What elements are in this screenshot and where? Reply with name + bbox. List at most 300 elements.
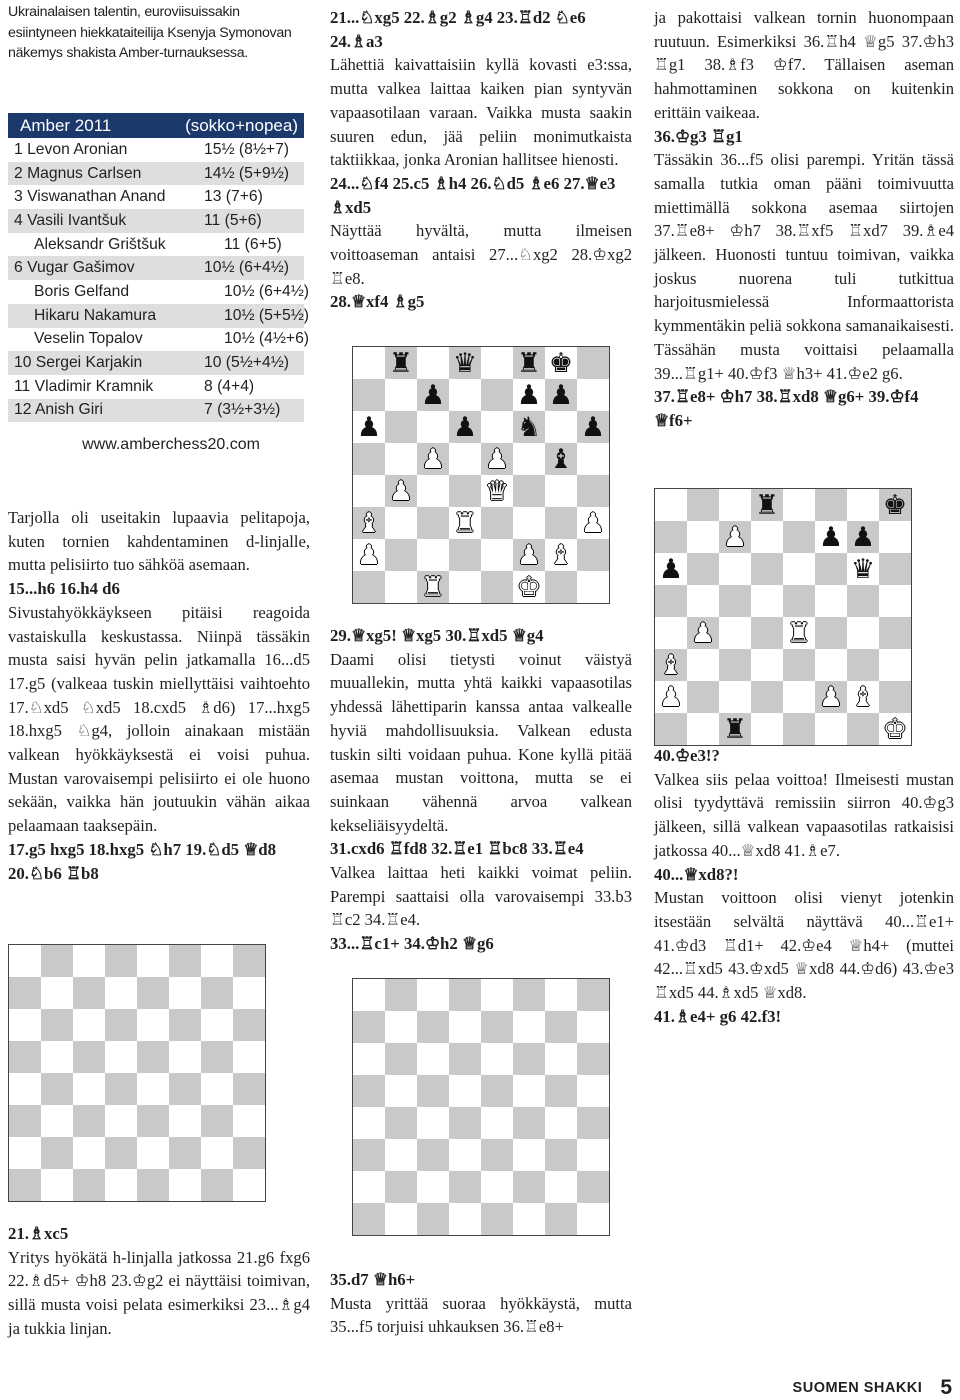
- board-square: [385, 1011, 417, 1043]
- board-square: [449, 1139, 481, 1171]
- black-knight-icon: ♞: [513, 411, 545, 443]
- board-square: [417, 1011, 449, 1043]
- board-square: [879, 553, 911, 585]
- paragraph: Mustan voittoon olisi vienyt jotenkin itsestään selvältä näyttävä 40...♖e1+ 41.♔d3 ♖d1+ 42.♔e4 ♕h4+ (muttei 42...♖xd5 43.♔xd5 ♕xd8 44.♔d6) 43.♔e3 ♖xd5 44.♗xd5 ♕xd8.: [654, 888, 954, 1003]
- board-square: [481, 539, 513, 571]
- board-square: [545, 1075, 577, 1107]
- black-pawn-icon: ♟: [353, 411, 385, 443]
- board-square: [577, 1203, 609, 1235]
- board-square: [169, 945, 201, 977]
- board-square: [687, 649, 719, 681]
- board-square: [201, 1009, 233, 1041]
- board-square: [417, 1171, 449, 1203]
- white-pawn-icon: ♟: [417, 443, 449, 475]
- board-square: [815, 553, 847, 585]
- paragraph: Yritys hyökätä h-linjalla jatkossa 21.g6 fxg6 22.♗d5+ ♔h8 23.♔g2 ei näyttäisi toimivan, sillä musta voisi pelata esimerkiksi 23...♗g4 ja tukkia linjan.: [8, 1247, 310, 1338]
- board-square: [783, 553, 815, 585]
- white-king-icon: ♚: [879, 713, 911, 745]
- board-square: [481, 1043, 513, 1075]
- white-pawn-icon: ♟: [513, 539, 545, 571]
- white-pawn-icon: ♟: [481, 443, 513, 475]
- white-bishop-icon: ♝: [353, 507, 385, 539]
- black-rook-icon: ♜: [385, 347, 417, 379]
- board-square: [41, 1169, 73, 1201]
- black-rook-icon: ♜: [719, 713, 751, 745]
- board-square: [169, 1041, 201, 1073]
- board-square: [687, 585, 719, 617]
- move-line: 40...♕xd8?!: [654, 864, 739, 884]
- board-square: [847, 713, 879, 745]
- board-square: [783, 713, 815, 745]
- board-square: [719, 489, 751, 521]
- board-square: [687, 489, 719, 521]
- standings-row: [8, 280, 310, 304]
- board-square: [105, 1169, 137, 1201]
- player-name: Hikaru Nakamura: [34, 306, 157, 324]
- move-line: 40.♔e3!?: [654, 746, 720, 765]
- standings-url: www.amberchess20.com: [82, 436, 260, 454]
- standings-row: [8, 209, 304, 233]
- black-pawn-icon: ♟: [815, 521, 847, 553]
- board-square: [513, 1075, 545, 1107]
- board-square: [751, 681, 783, 713]
- board-square: [137, 1105, 169, 1137]
- board-square: [449, 1107, 481, 1139]
- board-square: [719, 617, 751, 649]
- board-square: [449, 1203, 481, 1235]
- board-square: [879, 681, 911, 713]
- board-square: [385, 1171, 417, 1203]
- board-square: [545, 1043, 577, 1075]
- black-queen-icon: ♛: [449, 347, 481, 379]
- move-line: 41.♗e4+ g6 42.f3!: [654, 1006, 782, 1026]
- board-square: [105, 945, 137, 977]
- column-3-top: [654, 6, 954, 433]
- board-square: [105, 977, 137, 1009]
- board-square: [655, 617, 687, 649]
- board-square: [481, 1139, 513, 1171]
- board-square: [687, 521, 719, 553]
- white-pawn-icon: ♟: [385, 475, 417, 507]
- board-square: [577, 539, 609, 571]
- board-square: [513, 443, 545, 475]
- board-square: [847, 649, 879, 681]
- board-square: [9, 1105, 41, 1137]
- board-square: [137, 1009, 169, 1041]
- board-square: [751, 553, 783, 585]
- board-square: [201, 1105, 233, 1137]
- board-square: [687, 681, 719, 713]
- player-name: 2 Magnus Carlsen: [14, 164, 142, 182]
- board-square: [9, 1041, 41, 1073]
- player-score: 14½ (5+9½): [204, 164, 290, 182]
- board-square: [449, 571, 481, 603]
- board-square: [353, 1203, 385, 1235]
- move-line: 29.♕xg5! ♕xg5 30.♖xd5 ♕g4: [330, 626, 544, 645]
- board-square: [449, 379, 481, 411]
- board-square: [481, 347, 513, 379]
- board-square: [41, 1105, 73, 1137]
- board-square: [233, 945, 265, 977]
- paragraph: Sivustahyökkäykseen pitäisi reagoida vastaiskulla keskustassa. Niinpä tässäkin musta saisi hyvän pelin jatkamalla 16...d5 17.g5 (valkeaa tuskin miellyttäisi vaihtoehto 17.♘xd5 ♘xd5 18.cxd5 ♗d6) 17...hxg5 18.hxg5 ♘g4, jolloin ainakaan mistään valkean hyökkäyksestä ei voisi puhua. Mustan varovaisempi pelisiirto ei ole huono sekään, vaikka hän joutuukin vähän aikaa pelaamaan taaksepäin.: [8, 602, 310, 836]
- board-square: [137, 1169, 169, 1201]
- player-score: 11 (5+6): [204, 211, 262, 229]
- black-bishop-icon: ♝: [545, 443, 577, 475]
- board-square: [233, 1073, 265, 1105]
- board-square: [41, 977, 73, 1009]
- board-square: [417, 507, 449, 539]
- move-line: 24...♘f4 25.c5 ♗h4 26.♘d5 ♗e6 27.♕e3 ♗xd5: [330, 173, 616, 217]
- board-square: [353, 1139, 385, 1171]
- board-square: [353, 1075, 385, 1107]
- black-pawn-icon: ♟: [577, 411, 609, 443]
- board-square: [353, 1107, 385, 1139]
- board-square: [73, 945, 105, 977]
- column-2-top: [330, 6, 632, 314]
- board-square: [513, 475, 545, 507]
- board-square: [783, 585, 815, 617]
- photo-caption: Ukrainalaisen talentin, euroviisuissakin esiintyneen hiekkataiteilija Ksenyja Symonovan näkemys shakista Amber-turnauksessa.: [8, 4, 292, 61]
- board-square: [169, 1009, 201, 1041]
- player-name: Boris Gelfand: [34, 282, 130, 300]
- board-square: [513, 1011, 545, 1043]
- black-queen-icon: ♛: [847, 553, 879, 585]
- black-pawn-icon: ♟: [449, 411, 481, 443]
- board-square: [481, 1011, 513, 1043]
- board-square: [655, 489, 687, 521]
- board-square: [719, 585, 751, 617]
- board-square: [751, 617, 783, 649]
- move-line: 33...♖c1+ 34.♔h2 ♕g6: [330, 934, 494, 954]
- board-square: [233, 977, 265, 1009]
- board-square: [879, 617, 911, 649]
- board-square: [449, 475, 481, 507]
- board-square: [417, 539, 449, 571]
- board-square: [449, 1043, 481, 1075]
- white-pawn-icon: ♟: [655, 681, 687, 713]
- move-line: 31.cxd6 ♖fd8 32.♖e1 ♖bc8 33.♖e4: [330, 839, 584, 859]
- board-square: [577, 1043, 609, 1075]
- board-square: [201, 945, 233, 977]
- move-line: 15...h6 16.h4 d6: [8, 579, 120, 599]
- board-square: [751, 649, 783, 681]
- board-square: [577, 979, 609, 1011]
- board-square: [417, 1107, 449, 1139]
- board-square: [385, 1107, 417, 1139]
- board-square: [385, 571, 417, 603]
- board-square: [9, 1169, 41, 1201]
- player-name: 12 Anish Giri: [14, 401, 103, 419]
- move-line: 36.♔g3 ♖g1: [654, 126, 743, 146]
- board-square: [481, 1203, 513, 1235]
- board-square: [783, 649, 815, 681]
- column-3-bottom: [654, 744, 954, 1028]
- white-bishop-icon: ♝: [847, 681, 879, 713]
- page-footer: [793, 1370, 952, 1400]
- board-square: [545, 979, 577, 1011]
- black-pawn-icon: ♟: [417, 379, 449, 411]
- board-square: [449, 1171, 481, 1203]
- board-square: [513, 1043, 545, 1075]
- board-2: [352, 346, 610, 604]
- board-square: [655, 713, 687, 745]
- board-square: [353, 979, 385, 1011]
- board-square: [513, 1171, 545, 1203]
- board-square: [815, 585, 847, 617]
- board-square: [481, 571, 513, 603]
- standings-row: [8, 138, 304, 162]
- move-line: 17.g5 hxg5 18.hxg5 ♘h7 19.♘d5 ♕d8 20.♘b6 ♖b8: [8, 839, 277, 883]
- board-square: [353, 379, 385, 411]
- player-name: 3 Viswanathan Anand: [14, 188, 166, 206]
- board-square: [353, 443, 385, 475]
- standings-row: [8, 304, 310, 328]
- board-square: [879, 521, 911, 553]
- standings-table: [8, 113, 310, 454]
- board-square: [233, 1105, 265, 1137]
- board-square: [577, 1139, 609, 1171]
- board-square: [481, 411, 513, 443]
- column-2-middle: [330, 624, 632, 956]
- board-square: [73, 1105, 105, 1137]
- board-square: [353, 1043, 385, 1075]
- black-pawn-icon: ♟: [847, 521, 879, 553]
- board-square: [137, 1041, 169, 1073]
- move-line: 28.♕xf4 ♗g5: [330, 292, 425, 312]
- board-square: [385, 411, 417, 443]
- black-king-icon: ♚: [879, 489, 911, 521]
- paragraph: Valkea laittaa heti kaikki voimat peliin. Parempi saattaisi olla varovaisempi 33.b3 ♖c2 34.♖e4.: [330, 863, 632, 930]
- board-square: [577, 379, 609, 411]
- board-square: [655, 521, 687, 553]
- white-king-icon: ♚: [513, 571, 545, 603]
- board-square: [481, 979, 513, 1011]
- board-square: [137, 1073, 169, 1105]
- player-score: 15½ (8½+7): [204, 140, 290, 158]
- board-square: [105, 1073, 137, 1105]
- board-square: [9, 977, 41, 1009]
- board-square: [385, 1203, 417, 1235]
- board-square: [9, 945, 41, 977]
- white-rook-icon: ♜: [417, 571, 449, 603]
- board-square: [481, 507, 513, 539]
- board-square: [815, 617, 847, 649]
- board-square: [577, 443, 609, 475]
- board-square: [417, 1043, 449, 1075]
- player-score: 10½ (6+4½): [224, 282, 310, 300]
- board-square: [385, 1075, 417, 1107]
- standings-row: [8, 351, 304, 375]
- move-line: 35.d7 ♕h6+: [330, 1270, 416, 1289]
- board-square: [73, 1009, 105, 1041]
- paragraph: Näyttää hyvältä, mutta ilmeisen voittoaseman antaisi 27...♘xg2 28.♔xg2 ♖e8.: [330, 221, 632, 288]
- board-square: [449, 539, 481, 571]
- board-4: [654, 488, 912, 746]
- player-score: 10½ (4½+6): [224, 330, 310, 348]
- board-square: [577, 475, 609, 507]
- white-pawn-icon: ♟: [577, 507, 609, 539]
- magazine-name: SUOMEN SHAKKI: [792, 1380, 923, 1396]
- board-1: [8, 944, 266, 1202]
- board-square: [655, 585, 687, 617]
- board-square: [169, 1073, 201, 1105]
- board-square: [201, 977, 233, 1009]
- board-square: [815, 489, 847, 521]
- board-square: [481, 1107, 513, 1139]
- white-pawn-icon: ♟: [687, 617, 719, 649]
- board-square: [73, 1041, 105, 1073]
- player-score: 8 (4+4): [204, 377, 255, 395]
- board-square: [385, 443, 417, 475]
- board-square: [481, 379, 513, 411]
- white-pawn-icon: ♟: [815, 681, 847, 713]
- move-line: 21...♘xg5 22.♗g2 ♗g4 23.♖d2 ♘e6 24.♗a3: [330, 8, 586, 51]
- board-square: [449, 1075, 481, 1107]
- board-square: [577, 1171, 609, 1203]
- move-line: 37.♖e8+ ♔h7 38.♖xd8 ♕g6+ 39.♔f4 ♕f6+: [654, 387, 919, 430]
- standings-row: [8, 256, 304, 280]
- paragraph: Tarjolla oli useitakin lupaavia pelitapoja, kuten tornien kahdentaminen d-linjalle, mutta pelisiirto tuo sähköä asemaan.: [8, 508, 310, 575]
- board-square: [449, 443, 481, 475]
- board-square: [847, 489, 879, 521]
- player-score: 7 (3½+3½): [204, 401, 281, 419]
- paragraph: Valkea siis pelaa voittoa! Ilmeisesti mustan olisi tyydyttävä remissiin siirron 40.♔g3 jälkeen, sillä valkean vapaasotilas ratkaisisi jatkossa 40...♕xd8 41.♗e7.: [654, 769, 954, 860]
- board-square: [879, 585, 911, 617]
- board-square: [577, 1107, 609, 1139]
- black-rook-icon: ♜: [513, 347, 545, 379]
- board-square: [353, 1171, 385, 1203]
- column-1-text: [8, 506, 310, 885]
- board-square: [353, 571, 385, 603]
- standings-title: Amber 2011: [20, 115, 112, 135]
- board-square: [385, 1043, 417, 1075]
- board-square: [417, 475, 449, 507]
- board-square: [353, 347, 385, 379]
- paragraph: Musta yrittää suoraa hyökkäystä, mutta 35...f5 torjuisi uhkauksen 36.♖e8+: [330, 1293, 632, 1337]
- board-square: [577, 1075, 609, 1107]
- paragraph: Tässäkin 36...f5 olisi parempi. Yritän tässä samalla tutkia oman pääni toimivuutta miettimällä sokkona asemaa siirtojen 37.♖e8+ ♔h7 38.♖xf5 ♖xd7 39.♗e4 jälkeen. Huonosti tuntuu toimivan, vaikka joskus nuorena tuli tutkittua harjoitusmielessä Informaattorista kymmentäkin peliä sokkona samanaikaisesti. Tässähän musta voittaisi pelaamalla 39...♖g1+ 40.♔f3 ♕h3+ 41.♔e2 g6.: [654, 150, 954, 383]
- board-square: [417, 1075, 449, 1107]
- board-square: [105, 1009, 137, 1041]
- board-square: [879, 649, 911, 681]
- board-square: [417, 411, 449, 443]
- board-square: [513, 1139, 545, 1171]
- board-square: [417, 1139, 449, 1171]
- board-square: [577, 1011, 609, 1043]
- board-square: [577, 571, 609, 603]
- page-number: 5: [940, 1376, 952, 1399]
- board-square: [105, 1105, 137, 1137]
- board-square: [201, 1041, 233, 1073]
- player-name: 4 Vasili Ivantšuk: [14, 211, 127, 229]
- board-square: [233, 1169, 265, 1201]
- board-square: [9, 1137, 41, 1169]
- board-square: [105, 1041, 137, 1073]
- board-square: [513, 1107, 545, 1139]
- board-square: [719, 681, 751, 713]
- player-score: 10½ (5+5½): [224, 306, 310, 324]
- player-name: Veselin Topalov: [34, 330, 143, 348]
- board-square: [545, 1107, 577, 1139]
- paragraph: Lähettiä kaivattaisiin kyllä kovasti e3:ssa, mutta valkea laittaa kaiken pian syntyvän vapaasotilaan varaan. Vaikka musta saakin suuren edun, jää peliin monimutkaista taktiikkaa, jonka Aronian hallitsee hienosti.: [330, 55, 632, 170]
- board-square: [353, 475, 385, 507]
- board-square: [385, 979, 417, 1011]
- standings-row: [8, 375, 304, 399]
- board-square: [513, 979, 545, 1011]
- board-square: [105, 1137, 137, 1169]
- board-square: [385, 1139, 417, 1171]
- board-square: [73, 1073, 105, 1105]
- board-square: [385, 539, 417, 571]
- board-square: [751, 585, 783, 617]
- board-square: [545, 507, 577, 539]
- board-square: [783, 521, 815, 553]
- board-square: [169, 1105, 201, 1137]
- board-square: [385, 379, 417, 411]
- board-square: [41, 1009, 73, 1041]
- board-square: [687, 553, 719, 585]
- board-square: [41, 1137, 73, 1169]
- board-square: [201, 1073, 233, 1105]
- white-bishop-icon: ♝: [655, 649, 687, 681]
- board-square: [545, 1171, 577, 1203]
- black-pawn-icon: ♟: [545, 379, 577, 411]
- standings-row: [8, 233, 304, 257]
- board-square: [815, 713, 847, 745]
- player-name: 10 Sergei Karjakin: [14, 354, 143, 372]
- board-square: [169, 1137, 201, 1169]
- board-square: [783, 681, 815, 713]
- board-3: [352, 978, 610, 1236]
- player-name: 11 Vladimir Kramnik: [14, 377, 154, 395]
- board-square: [545, 1203, 577, 1235]
- board-square: [545, 475, 577, 507]
- white-queen-icon: ♛: [481, 475, 513, 507]
- board-square: [385, 507, 417, 539]
- board-square: [9, 1073, 41, 1105]
- player-name: Aleksandr Grištšuk: [34, 235, 166, 253]
- board-square: [751, 521, 783, 553]
- board-square: [201, 1169, 233, 1201]
- standings-row: [8, 162, 304, 186]
- standings-row: [8, 328, 310, 352]
- player-score: 11 (6+5): [224, 235, 282, 253]
- board-square: [137, 1137, 169, 1169]
- board-square: [73, 1169, 105, 1201]
- board-square: [233, 1009, 265, 1041]
- white-rook-icon: ♜: [449, 507, 481, 539]
- board-square: [73, 1137, 105, 1169]
- board-square: [577, 347, 609, 379]
- board-square: [481, 1075, 513, 1107]
- board-square: [137, 945, 169, 977]
- board-square: [847, 585, 879, 617]
- player-name: 1 Levon Aronian: [14, 140, 128, 158]
- column-1-bottom: [8, 1222, 310, 1341]
- board-square: [481, 1171, 513, 1203]
- board-square: [719, 553, 751, 585]
- column-2-bottom: [330, 1268, 632, 1339]
- board-square: [73, 977, 105, 1009]
- board-square: [41, 1073, 73, 1105]
- board-square: [449, 979, 481, 1011]
- standings-row: [8, 399, 304, 423]
- board-square: [545, 411, 577, 443]
- board-square: [417, 347, 449, 379]
- board-square: [545, 1011, 577, 1043]
- board-square: [513, 507, 545, 539]
- board-square: [41, 1041, 73, 1073]
